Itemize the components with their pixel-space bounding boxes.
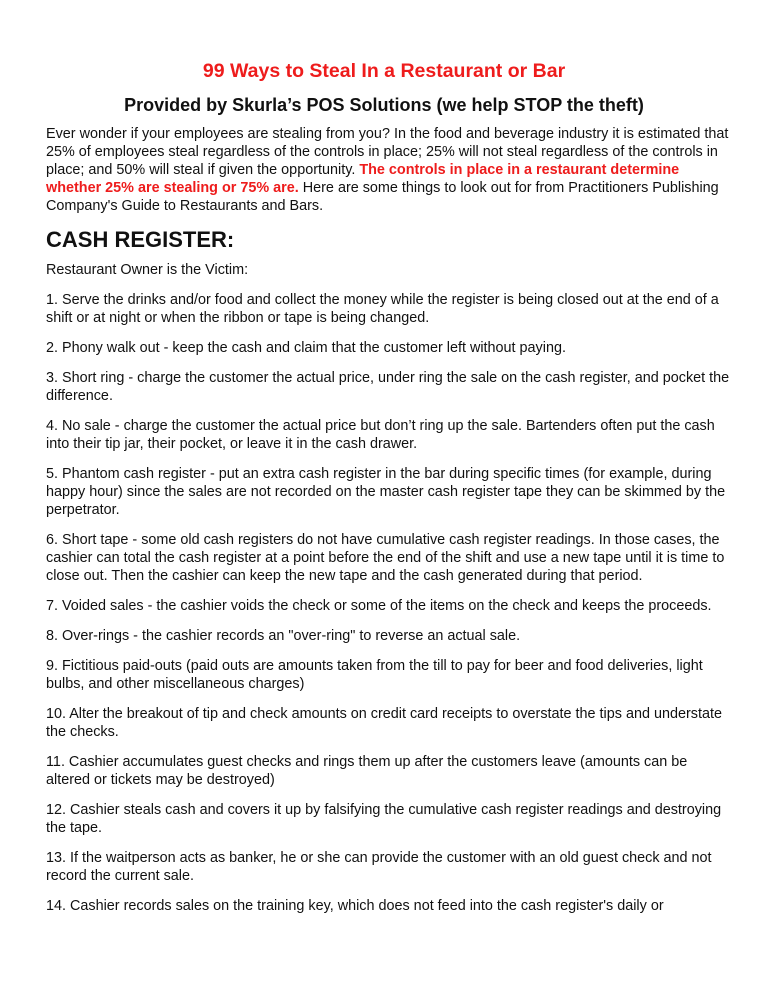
section-heading: CASH REGISTER:	[46, 227, 235, 252]
intro-highlight: The controls in place in a restaurant determine whether 25% are stealing or 75% are.	[46, 162, 680, 196]
list-item: 12. Cashier steals cash and covers it up by falsifying the cumulative cash register readings and destroying the tape.	[46, 802, 722, 836]
list-item: 3. Short ring - charge the customer the actual price, under ring the sale on the cash register, and pocket the difference.	[46, 370, 730, 404]
list-item: 6. Short tape - some old cash registers do not have cumulative cash register readings. In those cases, the cashier can total the cash register at a point before the end of the shift and use a new tape until it is time to close out. Then the cashier can keep the new tape and the cash generated during that period.	[46, 532, 725, 584]
list-item: 9. Fictitious paid-outs (paid outs are amounts taken from the till to pay for beer and food deliveries, light bulbs, and other miscellaneous charges)	[46, 658, 703, 692]
list-item: 14. Cashier records sales on the training key, which does not feed into the cash register's daily or	[46, 898, 664, 914]
intro-text: Ever wonder if your employees are stealing from you? In the food and beverage industry it is estimated that 25% of employees steal regardless of the controls in place; 25% will not steal regardless of the controls in place; and 50% will steal if given the opportunity.	[46, 126, 729, 178]
document-subtitle: Provided by Skurla’s POS Solutions (we help STOP the theft)	[124, 95, 644, 115]
section-subheading: Restaurant Owner is the Victim:	[46, 262, 249, 278]
list-item: 13. If the waitperson acts as banker, he or she can provide the customer with an old guest check and not record the current sale.	[46, 850, 712, 884]
document-title: 99 Ways to Steal In a Restaurant or Bar	[202, 60, 566, 82]
list-item: 1. Serve the drinks and/or food and collect the money while the register is being closed out at the end of a shift or at night or when the ribbon or tape is being changed.	[46, 292, 719, 326]
list-item: 2. Phony walk out - keep the cash and claim that the customer left without paying.	[46, 340, 566, 356]
list-item: 11. Cashier accumulates guest checks and rings them up after the customers leave (amounts can be altered or tickets may be destroyed)	[46, 754, 688, 788]
intro-text-after: Here are some things to look out for from Practitioners Publishing Company's Guide to Restaurants and Bars.	[46, 180, 719, 214]
list-item: 5. Phantom cash register - put an extra cash register in the bar during specific times (for example, during happy hour) since the sales are not recorded on the master cash register tape they can be skimmed by the perpetrator.	[46, 466, 726, 518]
list-item: 4. No sale - charge the customer the actual price but don’t ring up the sale. Bartenders often put the cash into their tip jar, their pocket, or leave it in the cash drawer.	[46, 418, 715, 452]
list-item: 7. Voided sales - the cashier voids the check or some of the items on the check and keeps the proceeds.	[46, 598, 712, 614]
list-item: 8. Over-rings - the cashier records an "over-ring" to reverse an actual sale.	[46, 628, 521, 644]
intro-paragraph	[46, 125, 730, 215]
document-body	[46, 125, 730, 927]
item-list	[46, 291, 730, 915]
list-item: 10. Alter the breakout of tip and check amounts on credit card receipts to overstate the tips and understate the checks.	[46, 706, 722, 740]
